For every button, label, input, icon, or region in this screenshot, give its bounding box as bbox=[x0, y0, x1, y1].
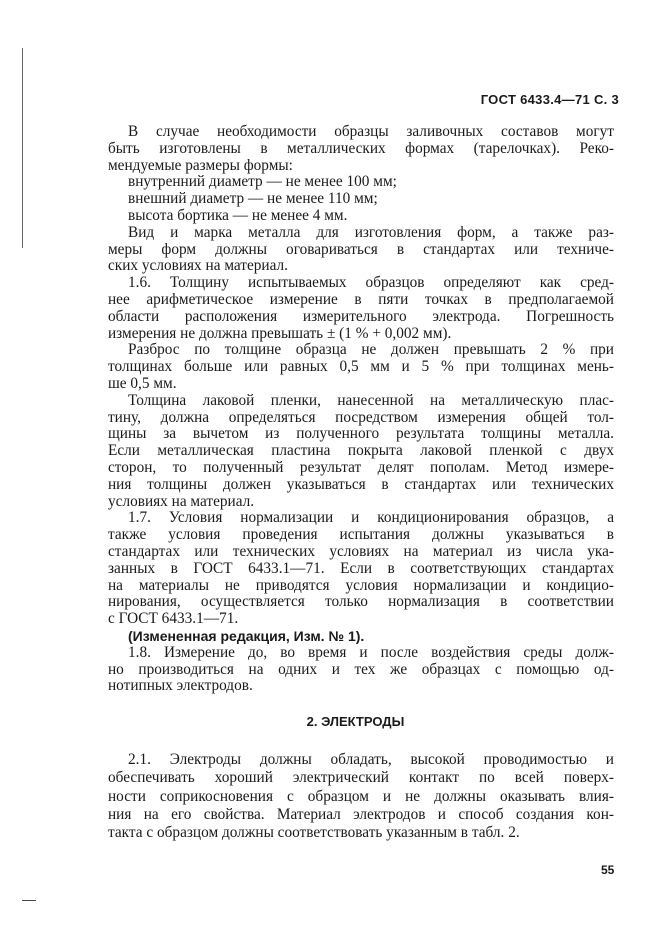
text-line: Вид и марка металла для изготовления форм, а также раз- bbox=[128, 223, 614, 241]
text-line: условиях на материал. bbox=[108, 492, 255, 510]
text-line: Если металлическая пластина покрыта лаковой пленкой с двух bbox=[108, 442, 614, 460]
text-line: высота бортика — не менее 4 мм. bbox=[128, 206, 348, 224]
text-line: такта с образцом должны соответствовать указанным в табл. 2. bbox=[108, 824, 520, 842]
text-line: измерения не должна превышать ± (1 % + 0,002 мм). bbox=[108, 324, 452, 342]
text-line: занных в ГОСТ 6433.1—71. Если в соответствующих стандартах bbox=[108, 559, 614, 577]
text-line: на материалы не приводятся условия нормализации и кондицио- bbox=[108, 576, 614, 594]
text-line: 1.7. Условия нормализации и кондиционирования образцов, а bbox=[128, 509, 614, 527]
text-line: 1.6. Толщину испытываемых образцов определяют как сред- bbox=[128, 274, 614, 292]
page-number: 55 bbox=[601, 863, 615, 877]
scan-edge-mark bbox=[22, 48, 23, 248]
text-line: сторон, то полученный результат делят пополам. Метод измере- bbox=[108, 458, 614, 476]
text-line: ских условиях на материал. bbox=[108, 257, 288, 275]
text-line: также условия проведения испытания должны указываться в bbox=[108, 526, 614, 544]
text-line: щины за вычетом из полученного результата толщины металла. bbox=[108, 425, 614, 443]
text-line: нотипных электродов. bbox=[108, 677, 253, 695]
text-line: внутренний диаметр — не менее 100 мм; bbox=[128, 173, 397, 191]
text-line: ния толщины должен указываться в стандартах или технических bbox=[108, 475, 614, 493]
text-line: В случае необходимости образцы заливочных составов могут bbox=[128, 123, 614, 140]
text-line: мендуемые размеры формы: bbox=[108, 156, 293, 174]
text-line: стандартах или технических условиях на материал из числа ука- bbox=[108, 542, 614, 560]
text-line: (Измененная редакция, Изм. № 1). bbox=[128, 627, 365, 644]
section-2-text bbox=[108, 751, 614, 842]
text-line: ности соприкосновения с образцом и не должны оказывать влия- bbox=[108, 787, 614, 805]
text-line: 1.8. Измерение до, во время и после воздействия среды долж- bbox=[128, 643, 614, 661]
text-line: меры форм должны оговариваться в стандартах или техниче- bbox=[108, 240, 614, 258]
text-line: ше 0,5 мм. bbox=[108, 374, 177, 392]
text-line: быть изготовлены в металлических формах (тарелочках). Реко- bbox=[108, 139, 614, 157]
text-line: но производиться на одних и тех же образцах с помощью од- bbox=[108, 660, 614, 678]
text-line: области расположения измерительного электрода. Погрешность bbox=[108, 307, 614, 325]
text-line: тину, должна определяться посредством измерения общей тол- bbox=[108, 408, 614, 426]
text-line: с ГОСТ 6433.1—71. bbox=[108, 610, 239, 628]
text-line: нее арифметическое измерение в пяти точках в предполагаемой bbox=[108, 290, 614, 308]
text-line: обеспечивать хороший электрический контакт по всей поверх- bbox=[108, 769, 614, 787]
text-line: внешний диаметр — не менее 110 мм; bbox=[128, 190, 378, 208]
text-line: 2.1. Электроды должны обладать, высокой проводимостью и bbox=[128, 751, 614, 768]
section-title: 2. ЭЛЕКТРОДЫ bbox=[306, 714, 405, 729]
scan-edge-mark bbox=[22, 900, 36, 901]
text-line: толщинах больше или равных 0,5 мм и 5 % при толщинах мень- bbox=[108, 358, 614, 376]
document-header: ГОСТ 6433.4—71 С. 3 bbox=[480, 92, 619, 107]
text-line: Толщина лаковой пленки, нанесенной на металлическую плас- bbox=[128, 391, 614, 409]
text-line: нирования, осуществляется только нормализация в соответствии bbox=[108, 593, 614, 611]
text-line: ния на его свойства. Материал электродов и способ создания кон- bbox=[108, 805, 614, 823]
text-line: Разброс по толщине образца не должен превышать 2 % при bbox=[128, 341, 614, 359]
section-1-text bbox=[108, 124, 614, 695]
